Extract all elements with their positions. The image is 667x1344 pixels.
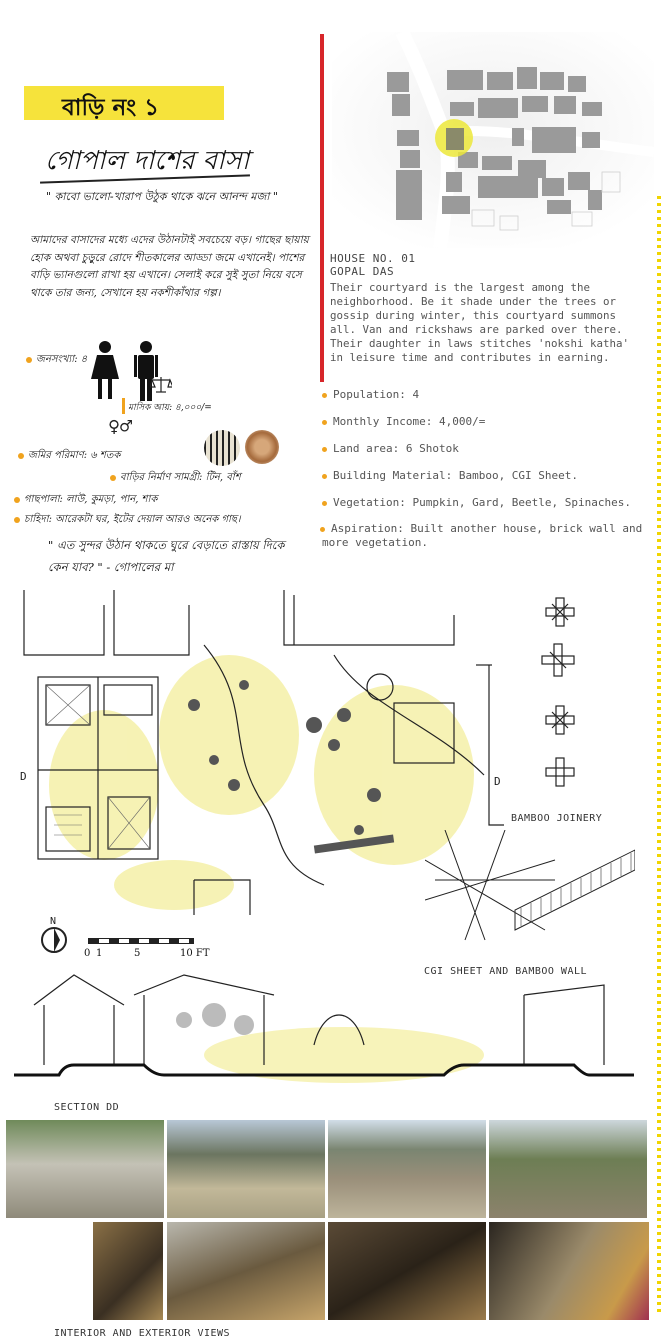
bengali-material: বাড়ির নির্মাণ সামগ্রী: টিন, বাঁশ [110, 470, 241, 487]
fact-land-area: Land area: 6 Shotok [322, 442, 459, 455]
fact-population: Population: 4 [322, 388, 419, 401]
photos-caption: INTERIOR AND EXTERIOR VIEWS [54, 1328, 231, 1339]
bengali-paragraph: আমাদের বাসাদের মধ্যে এদের উঠানটাই সবচেয়ে বড়। গাছের ছায়ায় হোক অথবা চুড়ুরে রোদে শীতকালের আড্ডা জমে এখানেই। পাশের বাড়ি ভ্যানগুলো রাখা হয় এখানে। সেলাই করে সুই সুতা নিয়ে বসে থাকে তার জন্য, সেখানে হয় নকশীকাঁথার গল্প। [30, 234, 309, 299]
yellow-dotted-border [657, 196, 661, 1316]
interior-photo-1 [93, 1222, 163, 1320]
bengali-aspiration: চাহিদা: আরেকটা ঘর, ইটের দেয়াল আরও অনেক গাছ। [14, 512, 314, 529]
site-location-plan [332, 32, 654, 248]
scale-label-1: 1 [96, 948, 103, 959]
orange-marker [122, 398, 125, 414]
scale-bar [88, 938, 194, 944]
cgi-bamboo-wall-sketch [425, 830, 635, 960]
interior-photo-2 [167, 1222, 325, 1320]
house-number-label: HOUSE NO. 01 [330, 252, 416, 265]
house-info-title [330, 252, 415, 278]
section-caption: SECTION DD [54, 1102, 120, 1113]
exterior-photo-2 [167, 1120, 325, 1218]
owner-name-heading: গোপাল দাশের বাসা [45, 146, 250, 176]
fact-income: Monthly Income: 4,000/= [322, 415, 485, 428]
owner-label: GOPAL DAS [330, 265, 395, 278]
house-number-text: বাড়ি নং ১ [62, 94, 160, 121]
fact-vegetation: Vegetation: Pumpkin, Gard, Beetle, Spinaches. [322, 496, 631, 509]
wall-caption: CGI SHEET AND BAMBOO WALL [424, 966, 588, 977]
exterior-photo-3 [328, 1120, 486, 1218]
exterior-photo-1 [6, 1120, 164, 1218]
bengali-quote: " কাবো ভালো-খারাপ উঠুক থাকে ঝনে আনন্দ মজা " [46, 190, 278, 203]
bengali-land-area: জমির পরিমাণ: ৬ শতক [18, 448, 120, 465]
interior-photo-4 [489, 1222, 649, 1320]
interior-photo-3 [328, 1222, 486, 1320]
north-arrow-icon [38, 914, 72, 956]
fact-material: Building Material: Bamboo, CGI Sheet. [322, 469, 578, 482]
bengali-population: জনসংখ্যা: ৪ [26, 352, 87, 369]
scale-label-0: 0 [84, 948, 91, 959]
fact-aspiration: Aspiration: Built another house, brick wall and more vegetation. [322, 522, 643, 549]
gender-symbols-icon: ♀♂ [108, 414, 133, 438]
scale-balance-icon [150, 375, 172, 395]
bengali-vegetation: গাছপালা: লাউ, কুমড়া, পান, শাক [14, 492, 157, 509]
bengali-closing-quote: " এত সুন্দর উঠান থাকতে ঘুরে বেড়াতে রাস্তায় দিকে কেন যাব? " - গোপালের মা [48, 538, 285, 574]
exterior-photo-4 [489, 1120, 647, 1218]
bamboo-texture-swatch [204, 430, 240, 466]
red-divider [320, 34, 324, 382]
bengali-income: মাসিক আয়: ৪,০০০/= [128, 403, 212, 413]
section-marker-left: D [20, 770, 27, 783]
section-marker-right: D [494, 775, 501, 788]
scale-label-10: 10 FT [180, 948, 210, 959]
house-number-badge [24, 86, 224, 120]
bamboo-joinery-sketches [530, 592, 630, 792]
section-dd-drawing [14, 965, 634, 1090]
scale-label-5: 5 [134, 948, 141, 959]
bamboo-joint-swatch [245, 430, 279, 464]
house-description: Their courtyard is the largest among the neighborhood. Be it shade under the trees or gossip during winter, this courtyard summons all. Van and rickshaws are parked over there. Their daughter in laws stitches 'nokshi katha' in leisure time and contributes in earning. [330, 281, 630, 364]
north-label: N [50, 916, 57, 927]
bamboo-joinery-caption: BAMBOO JOINERY [511, 813, 603, 824]
